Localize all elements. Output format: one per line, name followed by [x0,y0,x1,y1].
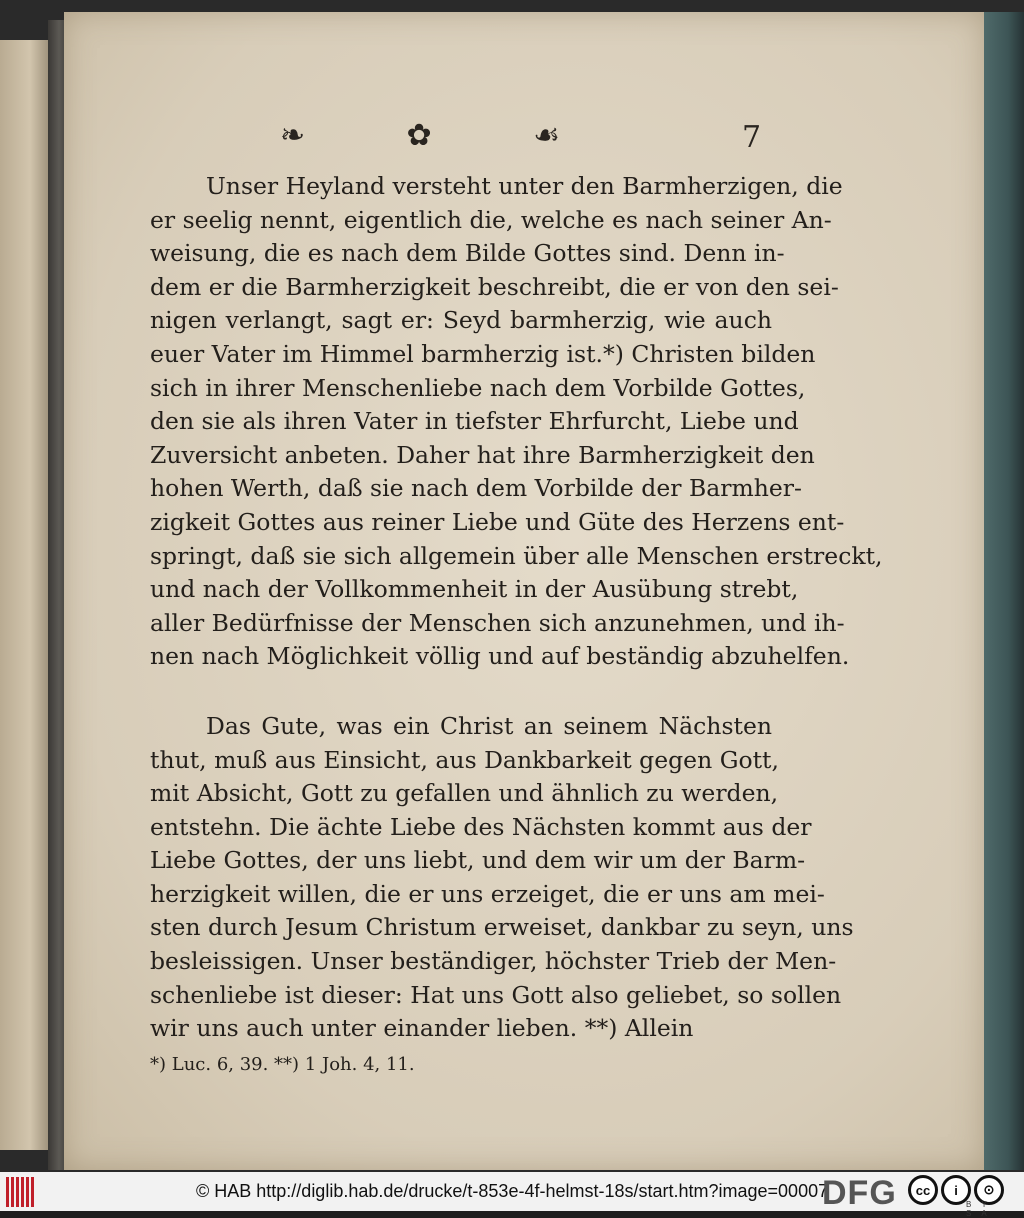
text-line: sten durch Jesum Christum erweiset, dankbar zu seyn, uns [150,913,854,942]
text-line: zigkeit Gottes aus reiner Liebe und Güte des Herzens ent- [150,507,845,536]
by-icon: i [941,1175,971,1205]
body-text [150,170,883,1046]
footnote: *) Luc. 6, 39. **) 1 Joh. 4, 11. [150,1054,415,1075]
text-line: hohen Werth, daß sie nach dem Vorbilde der Barmher- [150,474,802,503]
text-line: entstehn. Die ächte Liebe des Nächsten kommt aus der [150,812,812,841]
text-line: nen nach Möglichkeit völlig und auf beständig abzuhelfen. [150,642,850,671]
text-line: dem er die Barmherzigkeit beschreibt, die er von den sei- [150,272,839,301]
text-line: wir uns auch unter einander lieben. **) Allein [150,1014,694,1043]
ornament-center-icon: ✿ [406,117,432,153]
text-line: euer Vater im Himmel barmherzig ist.*) Christen bilden [150,339,816,368]
cc-license-label: BY SA [966,1200,997,1218]
footer-bar [0,1172,1024,1218]
ornament-left-icon: ❧ [280,117,306,153]
text-line: Das Gute, was ein Christ an seinem Nächsten [206,711,772,740]
hab-logo-icon [6,1177,40,1207]
text-line: Zuversicht anbeten. Daher hat ihre Barmherzigkeit den [150,440,815,469]
text-line: mit Absicht, Gott zu gefallen und ähnlich zu werden, [150,779,779,808]
left-page-edge [0,40,50,1150]
text-line: springt, daß sie sich allgemein über alle Menschen erstreckt, [150,541,883,570]
text-line: Liebe Gottes, der uns liebt, und dem wir um der Barm- [150,846,806,875]
text-line: Unser Heyland versteht unter den Barmherzigen, die [206,172,843,200]
dfg-logo: DFG [822,1174,897,1212]
text-line: schenliebe ist dieser: Hat uns Gott also geliebet, so sollen [150,980,842,1009]
text-line: sich in ihrer Menschenliebe nach dem Vorbilde Gottes, [150,373,806,402]
text-line: nigen verlangt, sagt er: Seyd barmherzig, wie auch [150,306,772,335]
text-line: weisung, die es nach dem Bilde Gottes sind. Denn in- [150,239,785,268]
text-line: besleissigen. Unser beständiger, höchster Trieb der Men- [150,947,837,976]
page-number: 7 [742,120,762,155]
text-line: er seelig nennt, eigentlich die, welche es nach seiner An- [150,205,832,234]
copyright-link[interactable]: © HAB http://diglib.hab.de/drucke/t-853e-4f-helmst-18s/start.htm?image=00007 [196,1181,829,1201]
header-ornament [280,118,560,152]
cc-icon: cc [908,1175,938,1205]
text-line: aller Bedürfnisse der Menschen sich anzunehmen, und ih- [150,608,845,637]
paragraph-2 [150,710,854,1046]
text-line: und nach der Vollkommenheit in der Ausübung strebt, [150,575,799,604]
page-edge-cover [984,12,1024,1170]
ornament-right-icon: ☙ [533,117,560,153]
sa-icon: ⊙ [974,1175,1004,1205]
text-line: den sie als ihren Vater in tiefster Ehrfurcht, Liebe und [150,407,799,436]
text-line: herzigkeit willen, die er uns erzeiget, die er uns am mei- [150,879,825,908]
text-line: thut, muß aus Einsicht, aus Dankbarkeit gegen Gott, [150,745,779,774]
paragraph-1 [150,170,883,674]
